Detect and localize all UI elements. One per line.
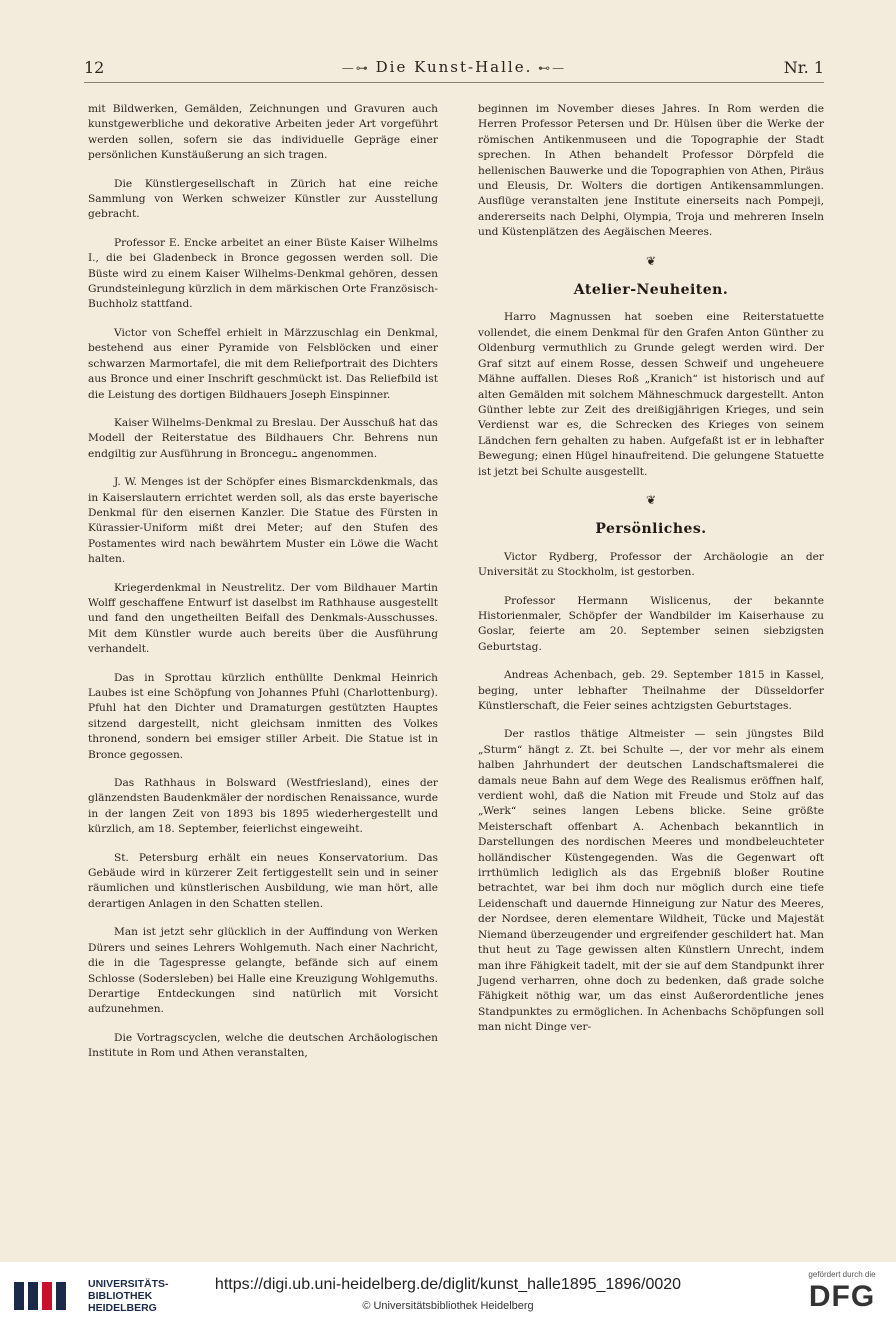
- section-heading-atelier: Atelier-Neuheiten.: [573, 282, 729, 299]
- ornament-right-icon: ⊷—: [532, 61, 567, 75]
- paragraph: Victor von Scheffel erhielt in Märzzuschlag ein Denkmal, bestehend aus einer Pyramide von Felsblöcken und einer schwarzen Marmortafel, die mit dem Reliefportrait des Dichters aus Bronce und einer Inschrift geschmückt ist. Das Reliefbild ist die Leistung des dortigen Bildhauers Joseph Einspinner.: [88, 326, 438, 401]
- paragraph: Die Künstlergesellschaft in Zürich hat eine reiche Sammlung von Werken schweizer Künstler zur Ausstellung gebracht.: [88, 177, 438, 221]
- page-number: 12: [84, 58, 105, 77]
- left-column: [88, 102, 438, 1075]
- paragraph: beginnen im November dieses Jahres. In Rom werden die Herren Professor Petersen und Dr. Hülsen über die Werke der römischen Antikenmuseen und die Topographie der Stadt sprechen. In Athen behandelt Professor Dörpfeld die hellenischen Bauwerke und die Topographien von Athen, Piräus und Eleusis, Dr. Wolters die dortigen Antikensammlungen. Ausflüge veranstalten jene Institute einerseits nach Pompeji, andererseits nach Delphi, Olympia, Troja und mehreren Inseln und Küstenplätzen des Aegäischen Meeres.: [478, 103, 824, 239]
- dfg-logo[interactable]: [802, 1270, 882, 1314]
- paragraph: Das in Sprottau kürzlich enthüllte Denkmal Heinrich Laubes ist eine Schöpfung von Johannes Pfuhl (Charlottenburg). Pfuhl hat den Dichter und Dramaturgen gestützten Hauptes sitzend dargestellt, nicht gleichsam inmitten des Volkes thronend, sondern bei emsiger stiller Arbeit. Die Statue ist in Bronce gegossen.: [88, 671, 438, 761]
- paragraph: Kriegerdenkmal in Neustrelitz. Der vom Bildhauer Martin Wolff geschaffene Entwurf ist daselbst im Rathhause ausgestellt und fand den ungetheilten Beifall des Denkmals-Ausschusses. Mit dem Künstler wurde auch bereits über die Ausführung verhandelt.: [88, 581, 438, 656]
- paragraph: Man ist jetzt sehr glücklich in der Auffindung von Werken Dürers und seines Lehrers Wohlgemuth. Nach einer Nachricht, die in die Tagespresse gelangte, befände sich auf einem Schlosse (Sodersleben) bei Halle eine Kreuzigung Wohlgemuths. Derartige Entdeckungen sind natürlich mit Vorsicht aufzunehmen.: [88, 926, 438, 1016]
- journal-title: [84, 58, 824, 76]
- right-column: [478, 102, 824, 1049]
- paragraph: Das Rathhaus in Bolsward (Westfriesland), eines der glänzendsten Baudenkmäler der nordischen Renaissance, wurde in der langen Zeit von 1893 bis 1895 wiederhergestellt und kürzlich, am 18. September, feierlichst eingeweiht.: [88, 777, 438, 836]
- library-name: UNIVERSITÄTS-BIBLIOTHEK HEIDELBERG: [88, 1278, 169, 1314]
- permalink-url[interactable]: https://digi.ub.uni-heidelberg.de/diglit/kunst_halle1895_1896/0020: [214, 1276, 682, 1293]
- dfg-wordmark: DFG: [808, 1280, 876, 1313]
- ornament-left-icon: —⊶: [341, 61, 376, 75]
- paragraph: Professor Hermann Wislicenus, der bekannte Historienmaler, Schöpfer der Wandbilder im Kaiserhause zu Goslar, feierte am 20. September seinen siebzigsten Geburtstag.: [478, 594, 824, 653]
- paragraph: Victor Rydberg, Professor der Archäologie an der Universität zu Stockholm, ist gestorben.: [478, 550, 824, 579]
- section-heading-personal: Persönliches.: [595, 521, 707, 538]
- copyright-notice: © Universitätsbibliothek Heidelberg: [362, 1300, 534, 1312]
- paragraph: Andreas Achenbach, geb. 29. September 1815 in Kassel, beging, unter lebhafter Theilnahme der Düsseldorfer Künstlerschaft, die Feier seines achtzigsten Geburtstages.: [478, 669, 824, 712]
- section-divider-icon: ❦: [645, 253, 657, 268]
- paragraph: Kaiser Wilhelms-Denkmal zu Breslau. Der Ausschuß hat das Modell der Reiterstatue des Bildhauers Chr. Behrens nun endgiltig zur Ausführung in Broncegu߸ angenommen.: [88, 416, 438, 460]
- section-divider-icon: ❦: [645, 492, 657, 507]
- paragraph: mit Bildwerken, Gemälden, Zeichnungen und Gravuren auch kunstgewerbliche und dekorative Arbeiten jeder Art vorgeführt werden sollen, sofern sie das individuelle Gepräge einer persönlichen Kunstäußerung an sich tragen.: [88, 103, 438, 162]
- journal-title-text: Die Kunst-Halle.: [375, 58, 533, 76]
- viewer-footer: [0, 1262, 896, 1324]
- paragraph: J. W. Menges ist der Schöpfer eines Bismarckdenkmals, das in Kaiserslautern errichtet werden soll, als das erste bayerische Denkmal für den eisernen Kanzler. Die Statue des Fürsten in Kürassier-Uniform mißt drei Meter; auf den Stufen des Postamentes wird nach bewährtem Muster ein Löwe die Wacht halten.: [88, 476, 438, 566]
- paragraph: Professor E. Encke arbeitet an einer Büste Kaiser Wilhelms I., die bei Gladenbeck in Bronce gegossen werden soll. Die Büste wird zu einem Kaiser Wilhelms-Denkmal gehören, dessen Grundsteinlegung kürzlich in dem märkischen Orte Französisch-Buchholz stattfand.: [88, 236, 438, 311]
- running-header: [84, 58, 824, 83]
- paragraph: St. Petersburg erhält ein neues Konservatorium. Das Gebäude wird in kürzerer Zeit fertiggestellt sein und in seiner räumlichen und künstlerischen Ausbildung, wie man hört, alle derartigen Anlagen in den Schatten stellen.: [88, 851, 438, 910]
- paragraph: Die Vortragscyclen, welche die deutschen Archäologischen Institute in Rom und Athen veranstalten,: [88, 1031, 438, 1060]
- funding-note: gefördert durch die: [808, 1270, 876, 1279]
- issue-number: Nr. 1: [783, 58, 824, 77]
- paragraph: Der rastlos thätige Altmeister — sein jüngstes Bild „Sturm“ hängt z. Zt. bei Schulte —, der vor mehr als einem halben Jahrhundert der deutschen Landschaftsmalerei die damals neue Bahn auf dem Wege des Realismus eröffnen half, verdient wohl, daß die Nation mit Freude und Stolz auf das „Werk“ seines langen Lebens blicke. Seine größte Meisterschaft offenbart A. Achenbach bekanntlich in Darstellungen des nordischen Meeres und mondbeleuchteter holländischer Küstengegenden. Was die Gegenwart oft irrthümlich lediglich als das Ergebniß bloßer Routine betrachtet, war bei ihm doch nur möglich durch eine tiefe Leidenschaft und dauernde Hinneigung zur Natur des Meeres, der Nordsee, deren elementare Wildheit, Tücke und Majestät Niemand überzeugender und ergreifender geschildert hat. Man thut heut zu Tage gewissen alten Künstlern Unrecht, indem man ihre Fähigkeit tadelt, mit der sie auf dem Standpunkt ihrer Jugend verharren, ohne doch zu bedenken, daß grade solche Fähigkeit nöthig war, um das einst Außerordentliche jenes Standpunktes zu ermöglichen. In Achenbachs Schöpfungen soll man nicht Dinge ver-: [478, 728, 824, 1034]
- paragraph: Harro Magnussen hat soeben eine Reiterstatuette vollendet, die einem Denkmal für den Grafen Anton Günther zu Oldenburg vermuthlich zu Grunde gelegt werden wird. Der Graf sitzt auf einem Rosse, dessen Schweif und ungeheuere Mähne auffallen. Dieses Roß „Kranich“ ist historisch und auf alten Gemälden mit solchem Mähneschmuck dargestellt. Anton Günther lebte zur Zeit des dreißigjährigen Krieges, und sein Verdienst war es, die Schrecken des Krieges von seinem Ländchen fern gehalten zu haben. Aufgefaßt ist er in lebhafter Bewegung; einen Hügel hinaufreitend. Die gelungene Statuette ist jetzt bei Schulte ausgestellt.: [478, 311, 824, 478]
